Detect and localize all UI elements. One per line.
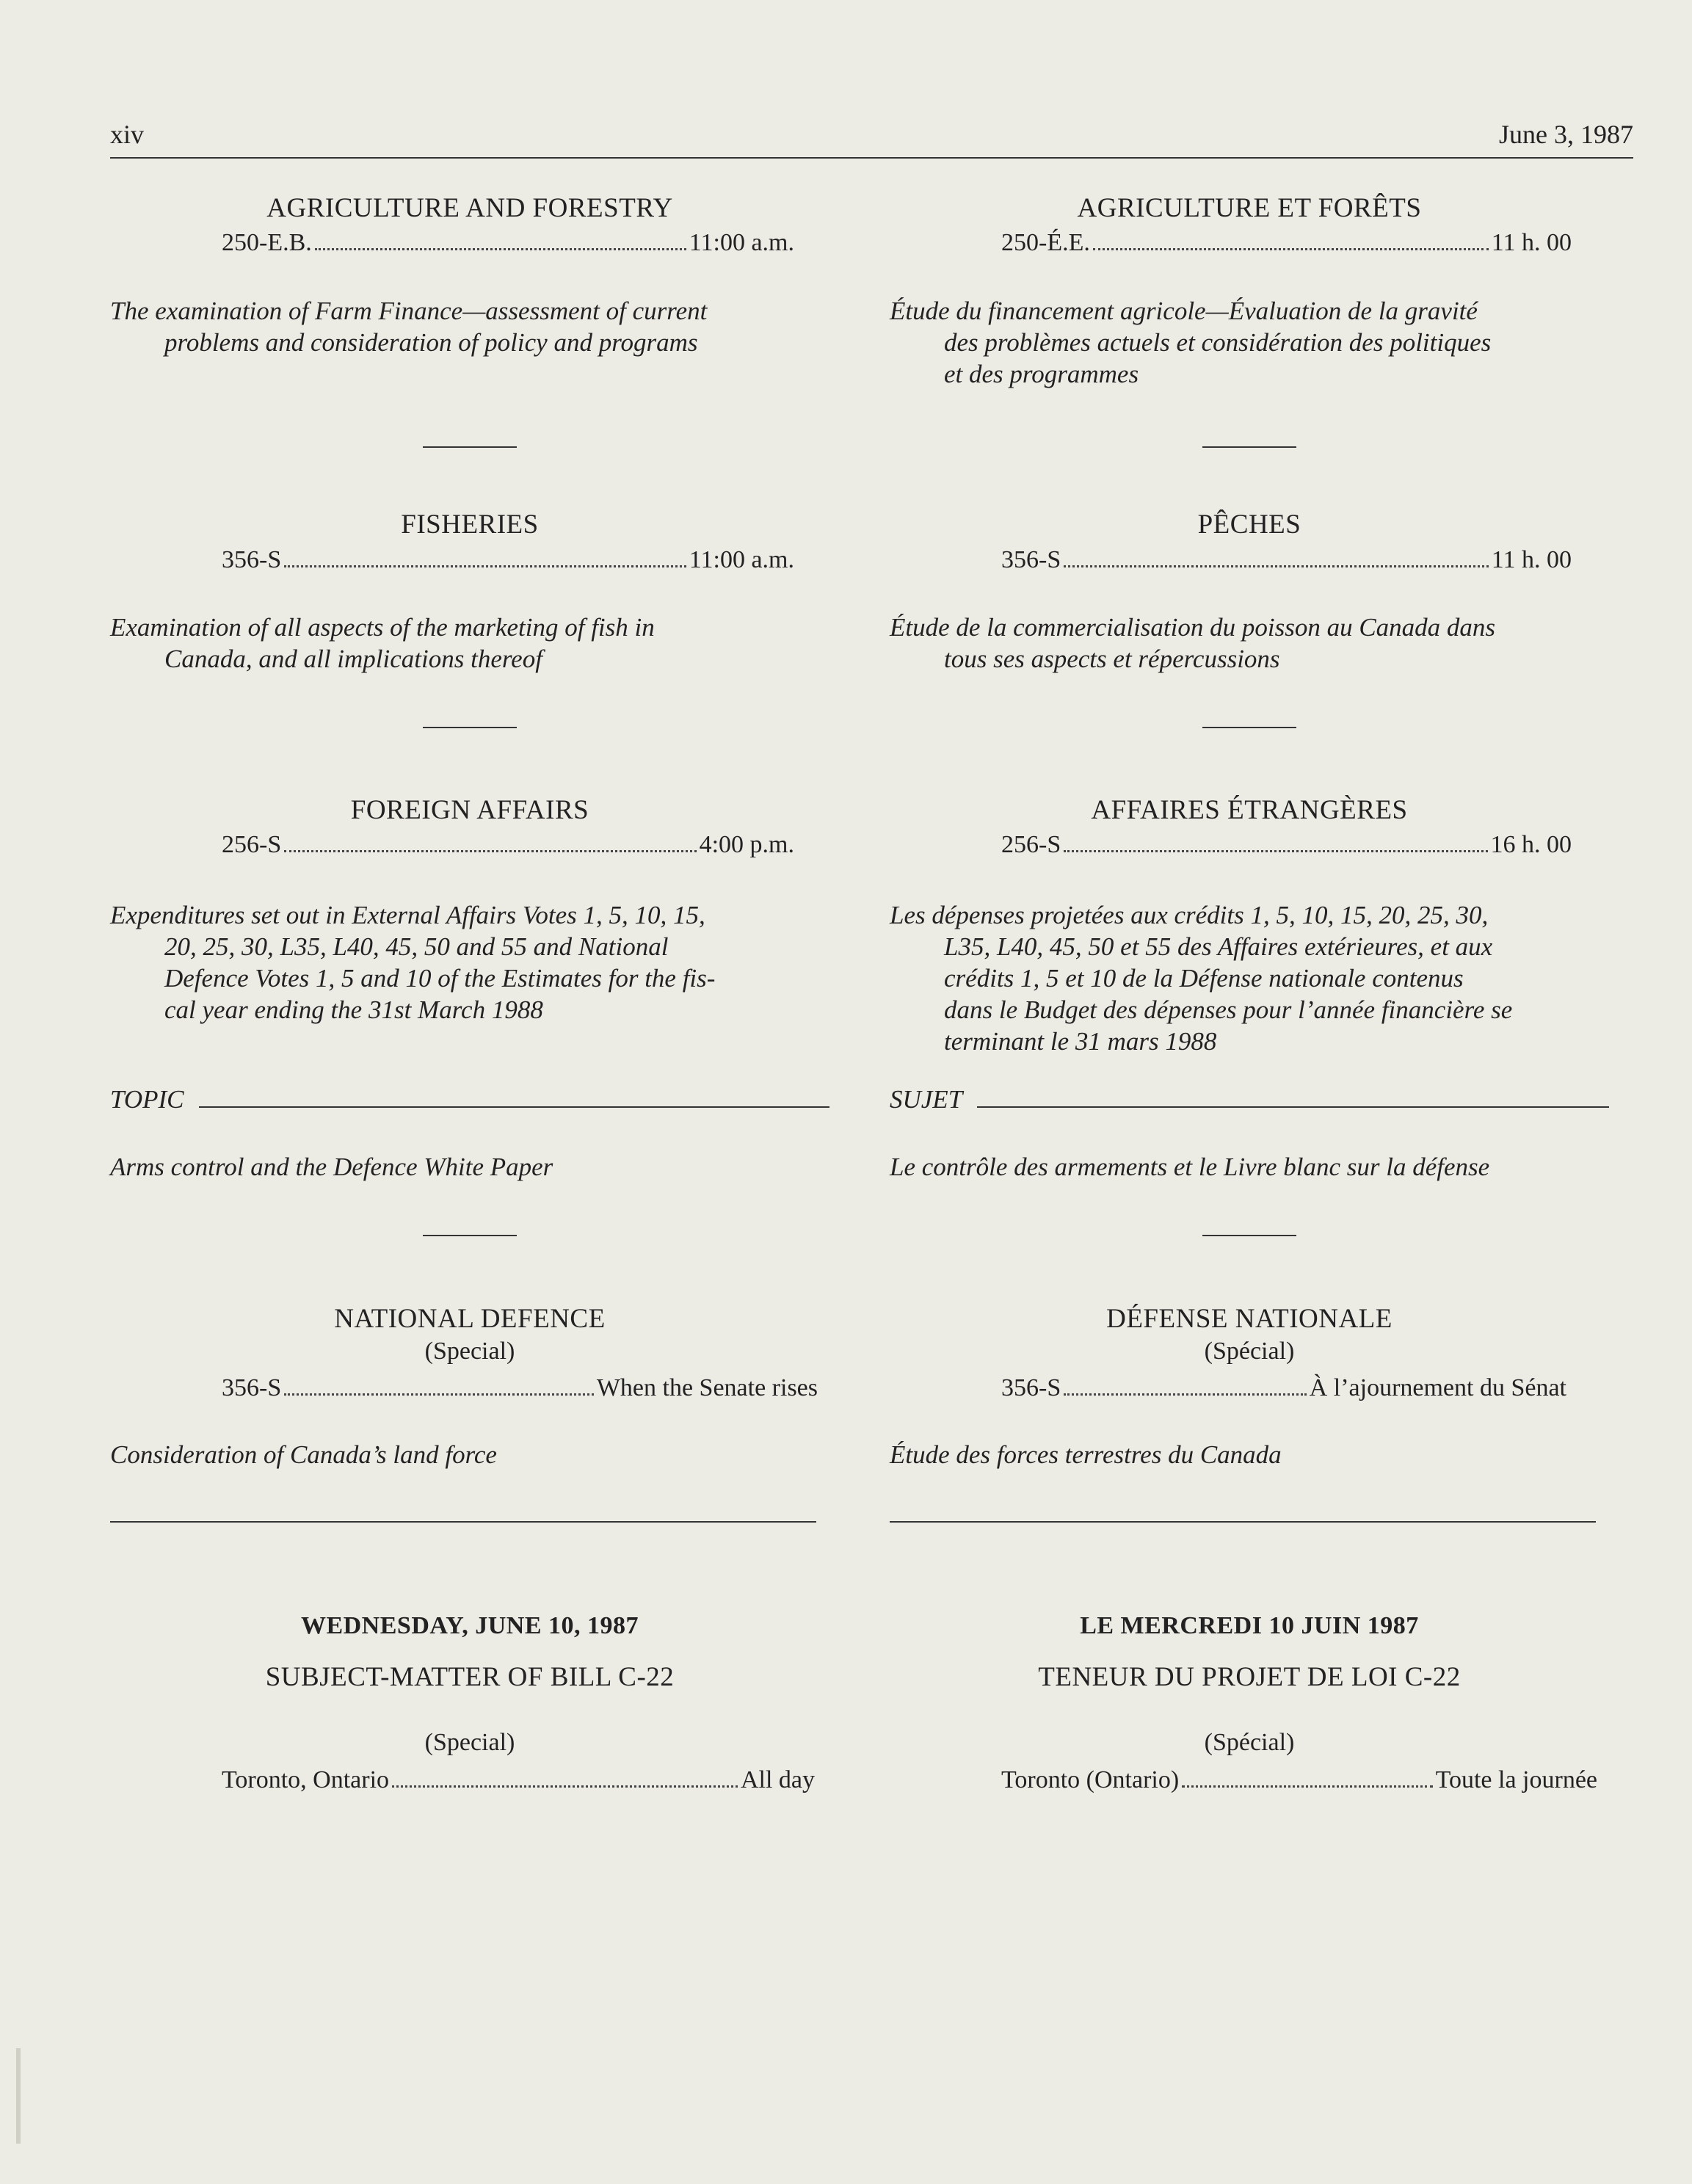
- day-divider-rule: [890, 1521, 1596, 1523]
- section-title-fisheries: FISHERIES: [401, 509, 539, 540]
- meeting-place: Toronto (Ontario): [1001, 1766, 1180, 1793]
- dot-leader: [315, 248, 686, 250]
- meeting-time: 4:00 p.m.: [699, 831, 794, 858]
- meeting-time: 11 h. 00: [1491, 546, 1572, 573]
- room-number: 356-S: [222, 1374, 282, 1401]
- dot-leader: [284, 1393, 594, 1396]
- room-number: 250-É.E.: [1001, 229, 1090, 256]
- meeting-time: 16 h. 00: [1490, 831, 1572, 858]
- national-defence-entry: [1001, 1374, 1566, 1402]
- agriculture-entry: [1001, 229, 1572, 257]
- header-date: June 3, 1987: [1499, 120, 1633, 149]
- topic-row: [890, 1085, 1609, 1114]
- section-divider: [1202, 727, 1296, 728]
- room-number: 256-S: [1001, 831, 1061, 858]
- room-number: 356-S: [1001, 546, 1061, 573]
- section-title-fisheries: PÊCHES: [1197, 509, 1301, 540]
- dot-leader: [284, 850, 696, 852]
- fisheries-entry: [222, 546, 794, 574]
- special-label: (Special): [424, 1338, 515, 1365]
- section-title-bill-c22: TENEUR DU PROJET DE LOI C-22: [1038, 1662, 1461, 1692]
- fisheries-description: Étude de la commercialisation du poisson au Canada dans tous ses aspects et répercussions: [890, 613, 1496, 673]
- french-column: [890, 0, 1609, 2184]
- topic-label: TOPIC: [110, 1085, 184, 1114]
- national-defence-entry: [222, 1374, 818, 1402]
- topic-text: Le contrôle des armements et le Livre blanc sur la défense: [890, 1153, 1490, 1181]
- foreign-affairs-description: Expenditures set out in External Affairs Votes 1, 5, 10, 15, 20, 25, 30, L35, L40, 45, 50 and 55 and National Defence Votes 1, 5 and 10 of the Estimates for the fis- cal year ending the 31st March 1988: [110, 901, 716, 1024]
- dot-leader: [1064, 1393, 1306, 1396]
- section-divider: [1202, 1235, 1296, 1236]
- bill-c22-entry: [222, 1766, 815, 1794]
- topic-text: Arms control and the Defence White Paper: [110, 1153, 553, 1181]
- english-column: [110, 0, 829, 2184]
- section-title-bill-c22: SUBJECT-MATTER OF BILL C-22: [265, 1662, 675, 1692]
- section-title-agriculture: AGRICULTURE AND FORESTRY: [266, 193, 673, 223]
- room-number: 250-E.B.: [222, 229, 312, 256]
- meeting-time: When the Senate rises: [596, 1374, 818, 1401]
- dot-leader: [284, 565, 686, 567]
- meeting-place: Toronto, Ontario: [222, 1766, 390, 1793]
- meeting-time: À l’ajournement du Sénat: [1309, 1374, 1566, 1401]
- room-number: 256-S: [222, 831, 282, 858]
- section-title-foreign-affairs: FOREIGN AFFAIRS: [350, 795, 589, 825]
- section-title-national-defence: NATIONAL DEFENCE: [334, 1304, 606, 1334]
- topic-rule: [977, 1106, 1609, 1108]
- meeting-time: All day: [740, 1766, 815, 1793]
- foreign-affairs-description: Les dépenses projetées aux crédits 1, 5, 10, 15, 20, 25, 30, L35, L40, 45, 50 et 55 des Affaires extérieures, et aux crédits 1, 5 et 10 de la Défense nationale contenus dans le Budget des dépenses pour l’année financière se terminant le 31 mars 1988: [890, 901, 1513, 1056]
- foreign-affairs-entry: [222, 831, 794, 859]
- room-number: 356-S: [222, 546, 282, 573]
- topic-label: SUJET: [890, 1085, 963, 1114]
- dot-leader: [1064, 565, 1489, 567]
- section-divider: [423, 727, 517, 728]
- page-number: xiv: [110, 120, 145, 149]
- dot-leader: [392, 1785, 738, 1788]
- meeting-time: 11:00 a.m.: [689, 546, 794, 573]
- agriculture-description: The examination of Farm Finance—assessment of current problems and consideration of policy and programs: [110, 297, 708, 357]
- section-divider: [1202, 446, 1296, 448]
- meeting-time: 11 h. 00: [1491, 229, 1572, 256]
- day-heading: LE MERCREDI 10 JUIN 1987: [1080, 1612, 1419, 1639]
- section-title-national-defence: DÉFENSE NATIONALE: [1106, 1304, 1393, 1334]
- fisheries-description: Examination of all aspects of the marketing of fish in Canada, and all implications thereof: [110, 613, 655, 673]
- section-title-agriculture: AGRICULTURE ET FORÊTS: [1077, 193, 1422, 223]
- foreign-affairs-entry: [1001, 831, 1572, 859]
- national-defence-description: Consideration of Canada’s land force: [110, 1440, 497, 1469]
- agriculture-entry: [222, 229, 794, 257]
- special-label: (Spécial): [1204, 1338, 1295, 1365]
- national-defence-description: Étude des forces terrestres du Canada: [890, 1440, 1282, 1469]
- dot-leader: [1182, 1785, 1432, 1788]
- agriculture-description: Étude du financement agricole—Évaluation de la gravité des problèmes actuels et considération des politiques et des programmes: [890, 297, 1492, 388]
- day-heading: WEDNESDAY, JUNE 10, 1987: [300, 1612, 639, 1639]
- room-number: 356-S: [1001, 1374, 1061, 1401]
- bill-c22-entry: [1001, 1766, 1597, 1794]
- meeting-time: Toute la journée: [1435, 1766, 1597, 1793]
- section-divider: [423, 446, 517, 448]
- page-binding-mark: [16, 2048, 21, 2144]
- topic-rule: [199, 1106, 830, 1108]
- section-title-foreign-affairs: AFFAIRES ÉTRANGÈRES: [1091, 795, 1408, 825]
- special-label: (Special): [424, 1729, 515, 1756]
- meeting-time: 11:00 a.m.: [689, 229, 794, 256]
- fisheries-entry: [1001, 546, 1572, 574]
- section-divider: [423, 1235, 517, 1236]
- day-divider-rule: [110, 1521, 816, 1523]
- special-label: (Spécial): [1204, 1729, 1295, 1756]
- dot-leader: [1093, 248, 1489, 250]
- dot-leader: [1064, 850, 1487, 852]
- topic-row: [110, 1085, 829, 1114]
